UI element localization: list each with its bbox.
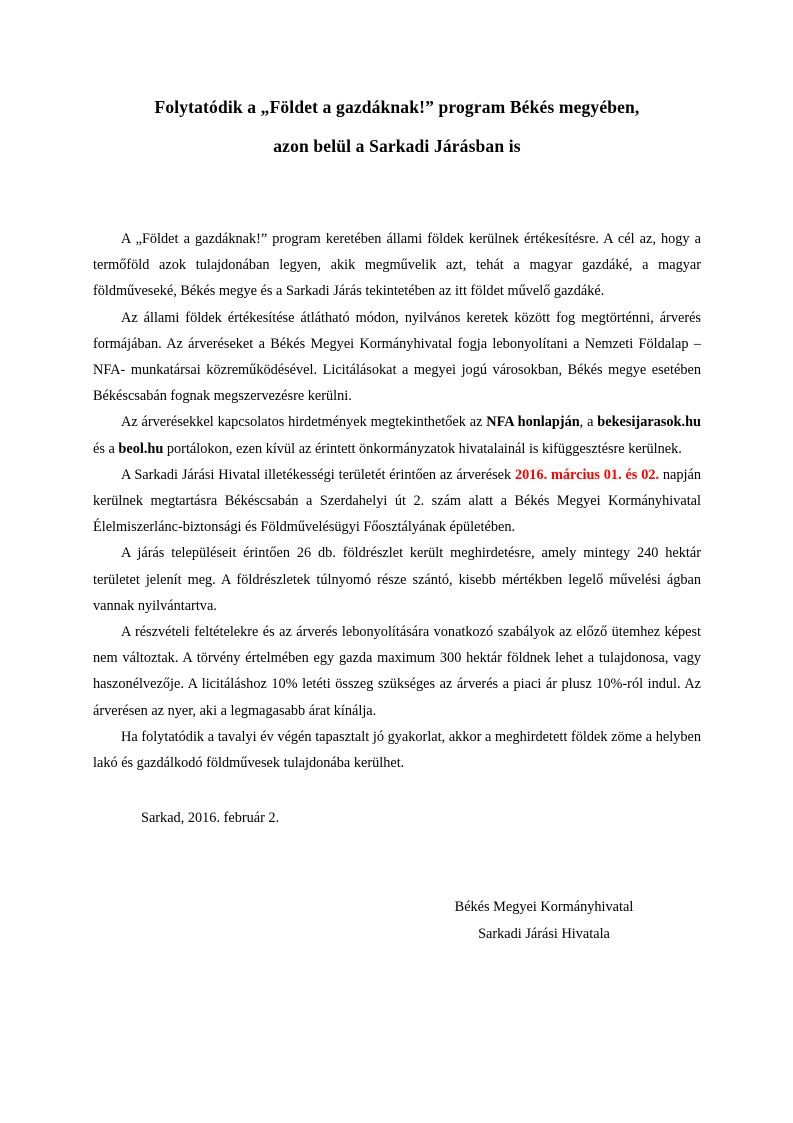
paragraph-3-text-e: és a (93, 440, 119, 457)
paragraph-2: Az állami földek értékesítése átlátható módon, nyilvános keretek között fog megtörténni, árverés formájában. Az árveréseket a Békés Megyei Kormányhivatal fogja lebonyolítani a Nemzeti Földalap –NFA- munkatársai közreműködésével. Licitálásokat a megyei jogú városokban, Békés megye esetében Békéscsabán fognak megszervezésre kerülni. (93, 309, 701, 405)
signature-line-2: Sarkadi Járási Hivatala (478, 925, 610, 942)
paragraph-3-text-g: portálokon, ezen kívül az érintett önkormányzatok hivatalainál is kifüggesztésre kerülnek. (163, 440, 682, 457)
nfa-honlapja-emphasis: NFA honlapján (486, 414, 580, 431)
paragraph-4 (93, 462, 701, 541)
paragraph-1: A „Földet a gazdáknak!” program keretében állami földek kerülnek értékesítésre. A cél az, hogy a termőföld azok tulajdonában legyen, akik megművelik azt, tehát a magyar gazdáké, a magyar földműveseké, Békés megye és a Sarkadi Járás tekintetében az itt földet művelő gazdáké. (93, 231, 701, 300)
beol-link-text: beol.hu (118, 440, 164, 457)
title-line-1: Folytatódik a „Földet a gazdáknak!” program Békés megyében, (154, 97, 640, 117)
paragraph-3 (93, 409, 701, 461)
paragraph-4-text-c: napján kerülnek megtartásra Békéscsabán a Szerdahelyi út 2. szám alatt a Békés Megyei Kormányhivatal Élelmiszerlánc-biztonsági és Földművelésügyi Főosztályának épületében. (93, 466, 702, 536)
document-content (93, 0, 701, 947)
document-body (93, 226, 701, 947)
paragraph-7: Ha folytatódik a tavalyi év végén tapasztalt jó gyakorlat, akkor a meghirdetett földek zöme a helyben lakó és gazdálkodó földművesek tulajdonába kerülhet. (93, 728, 701, 772)
document-title (93, 0, 701, 166)
auction-date-highlight: 2016. március 01. és 02. (515, 466, 660, 483)
paragraph-6: A részvételi feltételekre és az árverés lebonyolítására vonatkozó szabályok az előző ütemhez képest nem változtak. A törvény értelmében egy gazda maximum 300 hektár földnek lehet a tulajdonosa, vagy haszonélvezője. A licitáláshoz 10% letéti összeg szükséges az árverés a piaci ár plusz 10%-ról indul. Az árverésen az nyer, aki a legmagasabb árat kínálja. (93, 624, 701, 719)
paragraph-4-text-a: A Sarkadi Járási Hivatal illetékességi területét érintően az árverések (121, 466, 515, 483)
place-and-date: Sarkad, 2016. február 2. (141, 810, 280, 827)
paragraph-3-text-c: , a (579, 414, 598, 431)
paragraph-3-text-a: Az árverésekkel kapcsolatos hirdetmények megtekinthetőek az (121, 414, 487, 431)
signature-block (93, 894, 701, 946)
title-line-2: azon belül a Sarkadi Járásban is (273, 136, 521, 156)
paragraph-5: A járás településeit érintően 26 db. földrészlet került meghirdetésre, amely mintegy 240 hektár területet jelenít meg. A földrészletek túlnyomó része szántó, kisebb mértékben legelő művelési ágban vannak nyilvántartva. (93, 545, 701, 614)
signature-line-1: Békés Megyei Kormányhivatal (454, 899, 634, 916)
bekesijarasok-link-text: bekesijarasok.hu (597, 414, 701, 431)
